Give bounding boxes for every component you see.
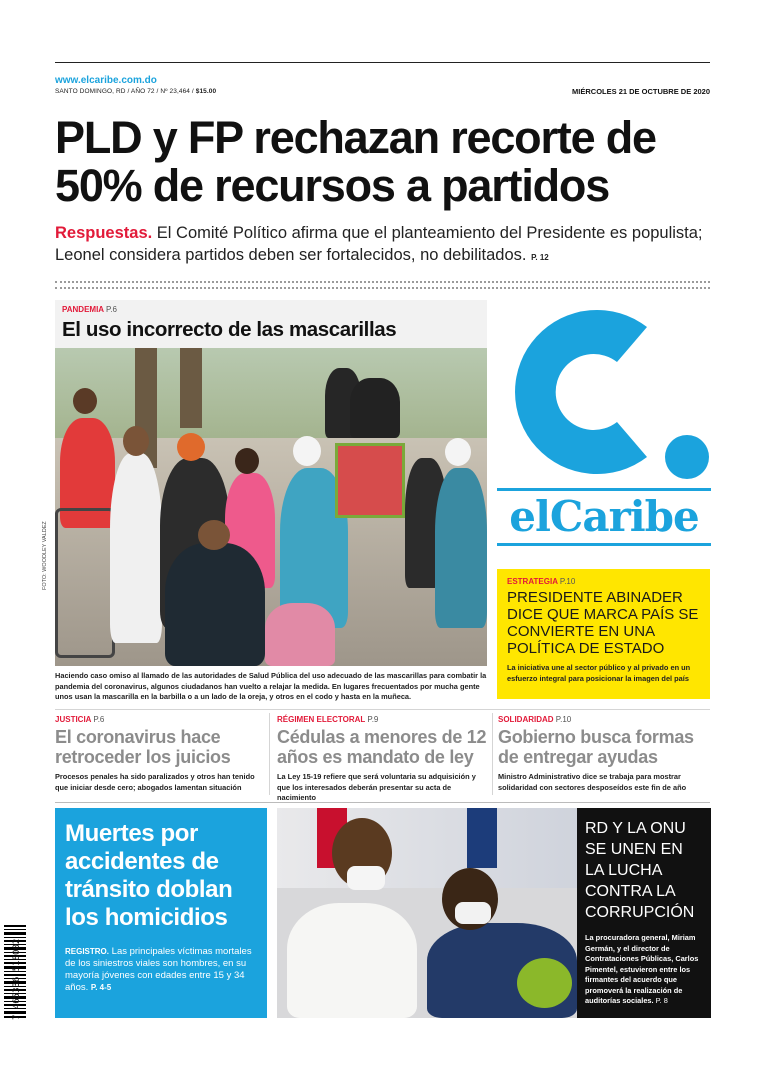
- person-back-view: [165, 543, 265, 666]
- lead-page-ref: P. 12: [531, 253, 549, 262]
- row-divider: [55, 709, 710, 710]
- strategy-title: PRESIDENTE ABINADER DICE QUE MARCA PAÍS SE CONVIERTE EN UNA POLÍTICA DE ESTADO: [507, 589, 699, 657]
- elcaribe-c-logo-icon: [497, 297, 711, 487]
- park-bench: [55, 508, 115, 658]
- photo-story-section: [62, 305, 117, 314]
- woman-white-blouse: [287, 903, 417, 1018]
- person-cap: [445, 438, 471, 466]
- traffic-text: Las principales víctimas mortales de los siniestros viales son hombres, en su mayoría jóvenes con edades entre 15 y 34 años.: [65, 946, 252, 993]
- page-ref: P.10: [559, 577, 576, 586]
- person-clover-shirt: [350, 378, 400, 438]
- dotted-divider: [55, 287, 710, 289]
- photo-credit: FOTO: WOODLEY VALDEZ: [42, 521, 48, 590]
- person-head: [235, 448, 259, 474]
- strategy-section: [507, 577, 700, 586]
- section-tag: ESTRATEGIA: [507, 577, 558, 586]
- story-regimen-electoral[interactable]: [277, 715, 489, 804]
- person-orange-cap: [177, 433, 205, 461]
- page-ref: P.6: [106, 305, 117, 314]
- photo-background: [55, 348, 487, 438]
- traffic-kicker: REGISTRO.: [65, 947, 110, 956]
- onu-page-ref: P. 8: [653, 996, 668, 1005]
- tree-trunk: [180, 348, 202, 428]
- strategy-summary: La iniciativa une al sector público y al privado en un esfuerzo integral para posicionar la imagen del país: [507, 663, 691, 683]
- lead-deck-text: El Comité Político afirma que el planteamiento del Presidente es populista; Leonel considera partidos deben ser fortalecidos, no debilitados.: [55, 224, 703, 264]
- person-head: [73, 388, 97, 414]
- section-tag: RÉGIMEN ELECTORAL: [277, 715, 366, 724]
- dotted-divider: [55, 281, 710, 283]
- face-mask: [455, 902, 491, 924]
- page-ref: P.6: [93, 715, 105, 724]
- edition-price: $15.00: [195, 88, 217, 95]
- person-head: [198, 520, 230, 550]
- section-tag: JUSTICIA: [55, 715, 92, 724]
- story-title: El coronavirus hace retroceder los juicios: [55, 727, 231, 767]
- story-summary: La Ley 15-19 refiere que será voluntaria su adquisición y que los interesados deberán presentar su acta de nacimiento: [277, 772, 476, 802]
- section-tag: SOLIDARIDAD: [498, 715, 554, 724]
- story-justicia[interactable]: [55, 715, 263, 793]
- flower-arrangement: [517, 958, 572, 1008]
- person-white-shirt: [110, 453, 162, 643]
- person-white-cap: [293, 436, 321, 466]
- photo-caption: Haciendo caso omiso al llamado de las autoridades de Salud Pública del uso adecuado de las mascarillas para combatir la pandemia del coronavirus, algunos ciudadanos han vuelto a relajar la medida. En lugares frecuentados por mucha gente unos usan la mascarilla en la barbilla o a un lado de la oreja, y otros en el codo y hasta en la muñeca.: [55, 671, 487, 701]
- vendor-cart: [335, 443, 405, 518]
- traffic-title: Muertes por accidentes de tránsito doblan los homicidios: [65, 820, 233, 931]
- traffic-summary: [65, 946, 257, 994]
- lead-deck: [55, 222, 715, 269]
- person-pink-cap: [265, 603, 335, 666]
- story-summary: Procesos penales ha sido paralizados y otros han tenido que iniciar desde cero; abogados lamentan situación: [55, 772, 255, 792]
- onu-summary: [585, 933, 703, 1007]
- column-divider: [269, 713, 270, 795]
- site-url[interactable]: www.elcaribe.com.do: [55, 75, 157, 86]
- mask-crowd-photo: [55, 348, 487, 666]
- onu-title: RD Y LA ONU SE UNEN EN LA LUCHA CONTRA LA CORRUPCIÓN: [585, 820, 695, 921]
- lead-headline[interactable]: PLD y FP rechazan recorte de 50% de recursos a partidos: [55, 112, 656, 211]
- traffic-deaths-box[interactable]: [55, 808, 267, 1018]
- strategy-box[interactable]: [497, 569, 710, 699]
- person-teal-top: [435, 468, 487, 628]
- story-solidaridad[interactable]: [498, 715, 710, 793]
- edition-date: MIÉRCOLES 21 DE OCTUBRE DE 2020: [572, 87, 710, 96]
- page-ref: P.10: [555, 715, 572, 724]
- page-ref: P.9: [367, 715, 379, 724]
- lead-kicker: Respuestas.: [55, 224, 153, 242]
- story-section: [277, 715, 489, 724]
- logo-wordmark: elCaribe: [509, 492, 699, 541]
- story-title: Cédulas a menores de 12 años es mandato de ley: [277, 727, 487, 767]
- flag-icon: [467, 808, 497, 868]
- story-section: [498, 715, 710, 724]
- traffic-page-ref: P. 4-5: [90, 983, 112, 992]
- story-summary: Ministro Administrativo dice se trabaja para mostrar solidaridad con sectores desposeídos este fin de año: [498, 772, 687, 792]
- column-divider: [492, 713, 493, 795]
- row-divider: [55, 802, 710, 803]
- edition-info: SANTO DOMINGO, RD / AÑO 72 / Nº 23,464 /: [55, 88, 196, 95]
- photo-story-title[interactable]: El uso incorrecto de las mascarillas: [62, 318, 397, 341]
- logo-rule: [497, 543, 711, 546]
- onu-text: La procuradora general, Miriam Germán, y el director de Contrataciones Públicas, Carlos Pimentel, estuvieron entre los firmantes del acuerdo que promoverá la realización de auditorías sociales.: [585, 933, 699, 1005]
- section-tag: PANDEMIA: [62, 305, 104, 314]
- top-rule: [55, 62, 710, 63]
- anticorruption-photo: [277, 808, 577, 1018]
- barcode-number: 7 465336 518002: [12, 938, 22, 1020]
- story-title: Gobierno busca formas de entregar ayudas: [498, 727, 694, 767]
- edition-meta: [55, 88, 216, 95]
- face-mask: [347, 866, 385, 890]
- story-section: [55, 715, 263, 724]
- onu-anticorruption-box[interactable]: [577, 808, 711, 1018]
- logo-rule: [497, 488, 711, 491]
- person-head: [123, 426, 149, 456]
